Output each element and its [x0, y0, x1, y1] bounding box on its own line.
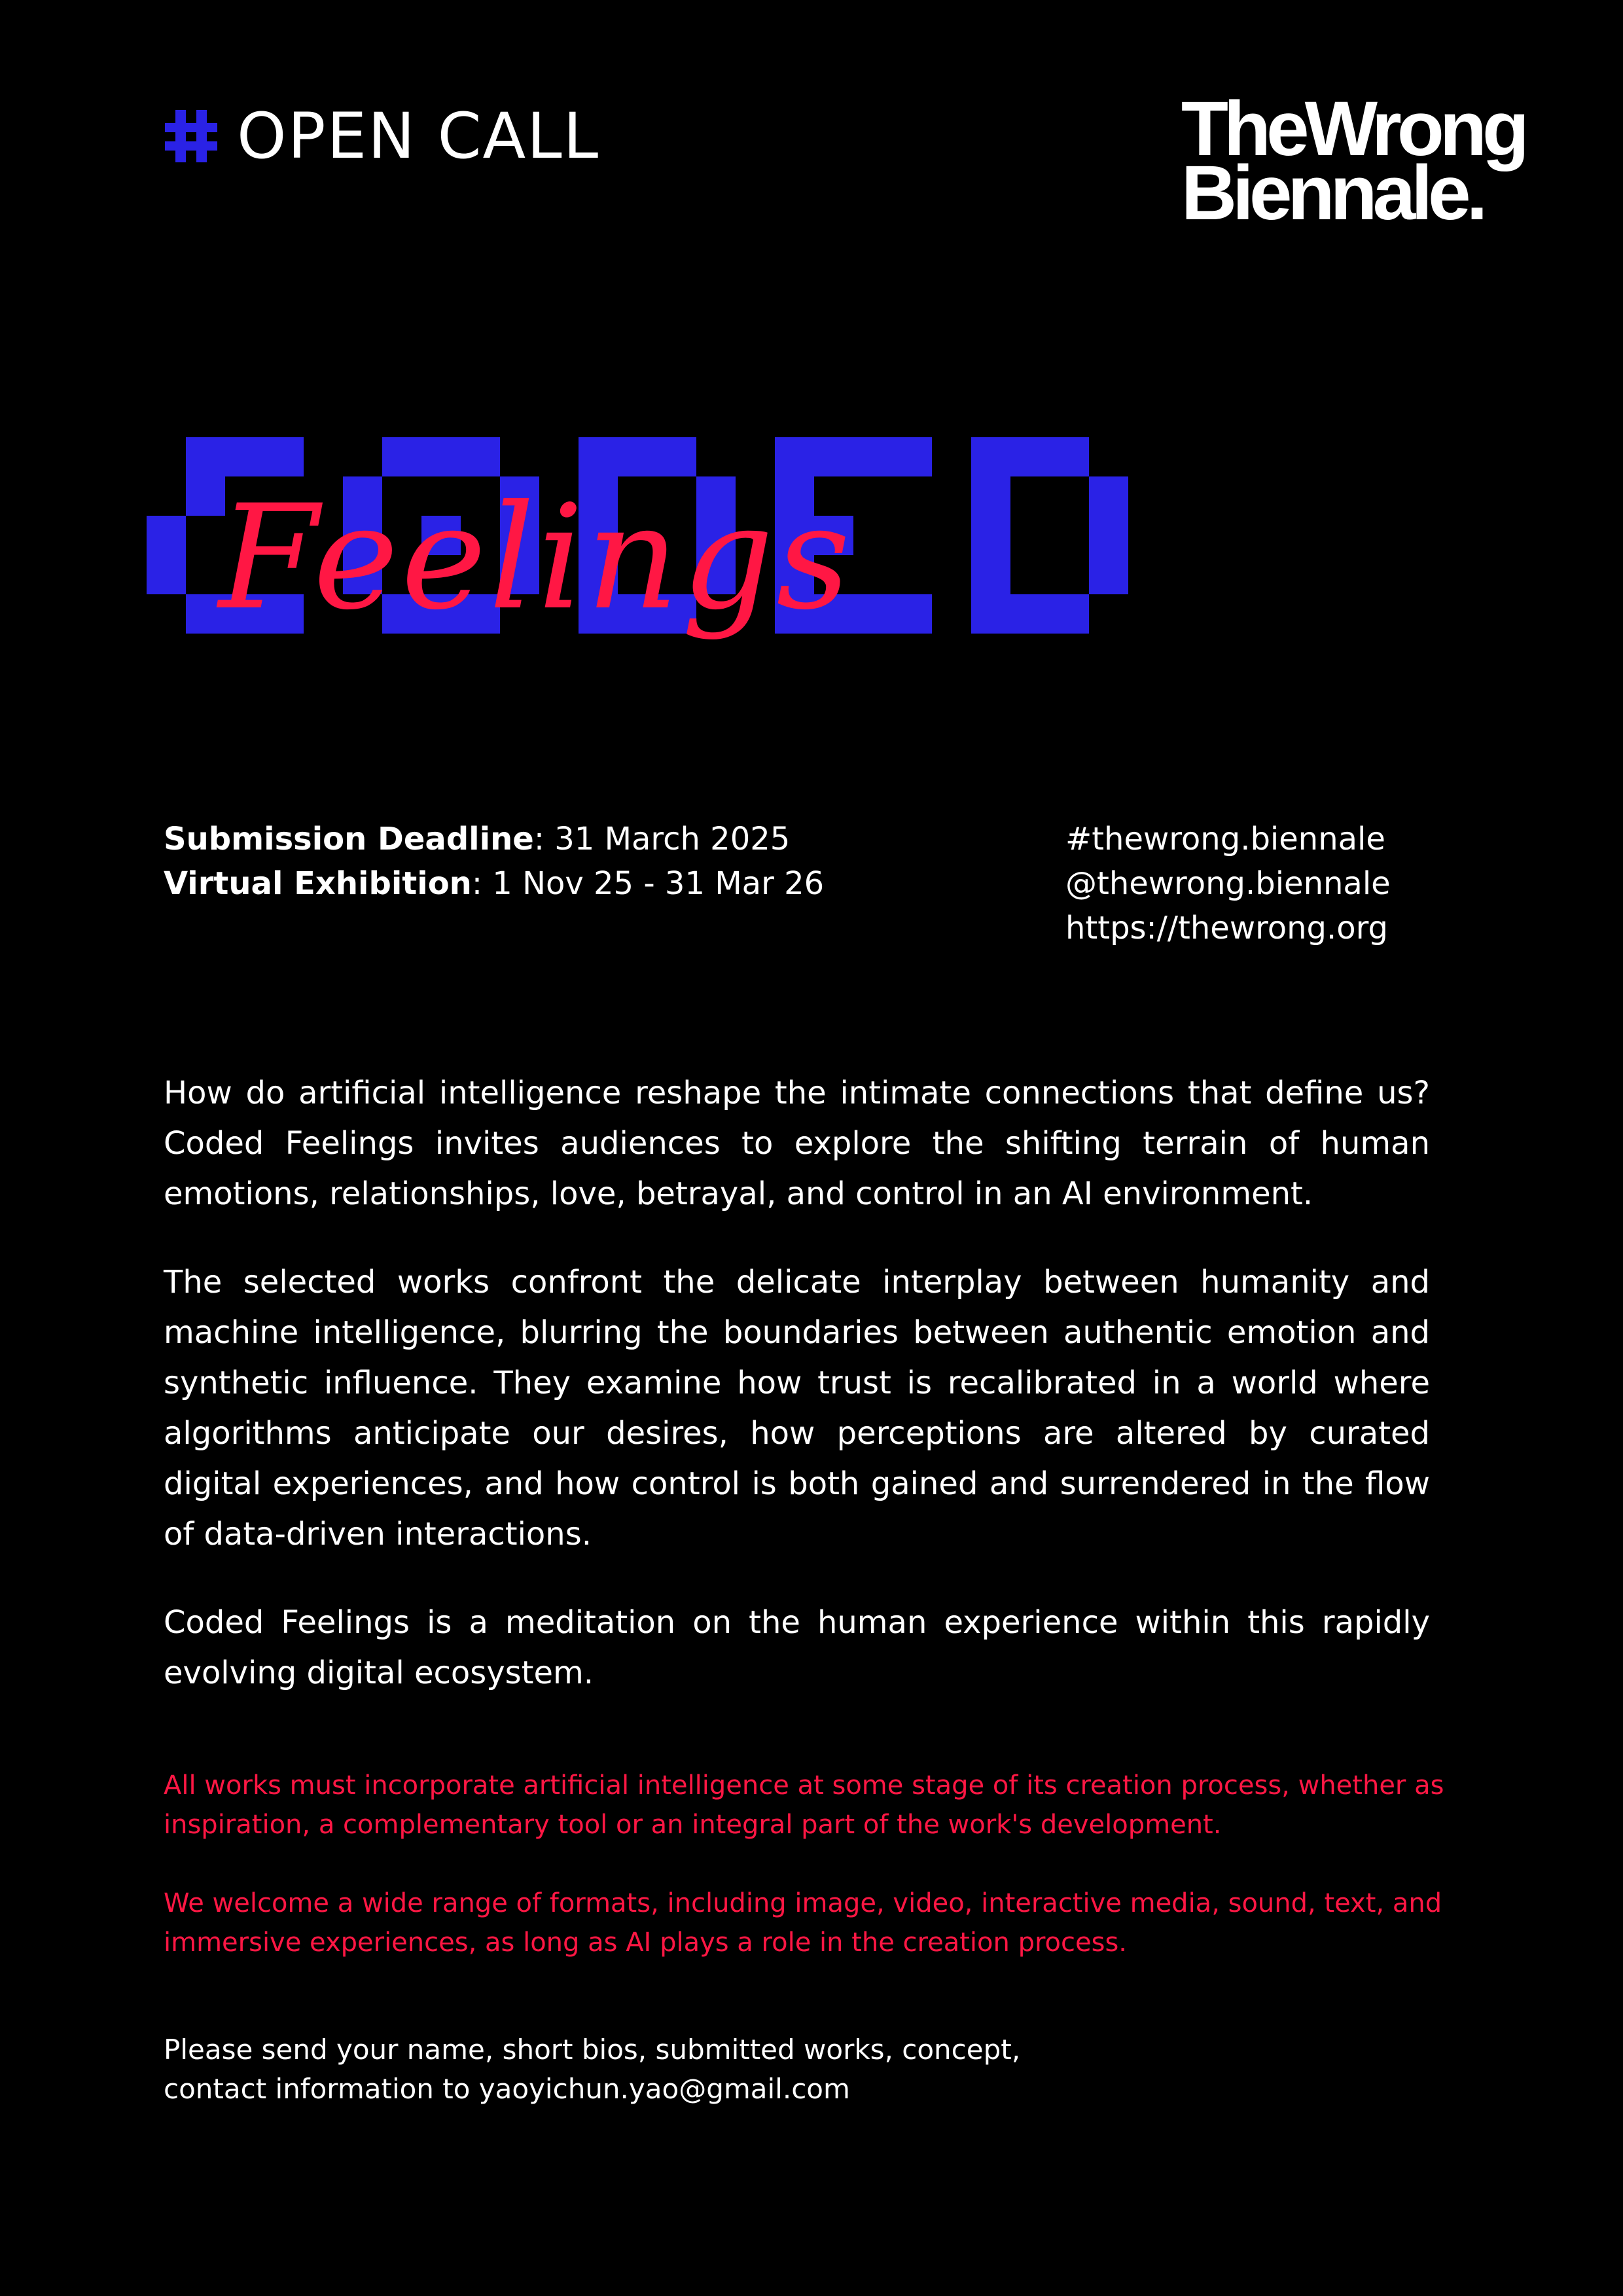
handle-link[interactable]: @thewrong.biennale — [1065, 865, 1391, 902]
website-link[interactable]: https://thewrong.org — [1065, 910, 1389, 946]
contact-line-1: Please send your name, short bios, submitted works, concept, — [164, 2034, 1021, 2066]
requirements-notes — [164, 1766, 1472, 2001]
social-links-block — [1065, 817, 1391, 950]
contact-line-2[interactable]: contact information to yaoyichun.yao@gmail.com — [164, 2073, 850, 2105]
coded-feelings-title-art — [147, 437, 1128, 732]
logo-line-1: TheWrong — [1181, 86, 1525, 172]
deadline-value: : 31 March 2025 — [533, 821, 791, 857]
ai-requirement-note: All works must incorporate artificial intelligence at some stage of its creation process, whether as inspiration, a complementary tool or an integral part of the work's development. — [164, 1770, 1444, 1840]
exhibition-row — [164, 861, 824, 906]
paragraph-intro: How do artificial intelligence reshape the intimate connections that define us? Coded Feelings invites audiences to explore the shifting terrain of human emotions, relationships, love, betrayal, and control in an AI environment. — [164, 1075, 1430, 1212]
deadline-label: Submission Deadline — [164, 821, 534, 857]
open-call-title: OPEN CALL — [237, 99, 600, 173]
description-body — [164, 1068, 1430, 1736]
feelings-script-word: Feelings — [219, 474, 853, 641]
paragraph-works: The selected works confront the delicate interplay between humanity and machine intelligence, blurring the boundaries between authentic emotion and synthetic influence. They examine how trust is recalibrated in a world where algorithms anticipate our desires, how perceptions are altered by curated digital experiences, and how control is both gained and surrendered in the flow of data-driven interactions. — [164, 1264, 1430, 1552]
hashtag-link[interactable]: #thewrong.biennale — [1065, 821, 1385, 857]
hash-icon — [164, 109, 219, 164]
logo-line-2: Biennale. — [1181, 150, 1484, 236]
deadline-row — [164, 817, 824, 861]
contact-instructions — [164, 2030, 1342, 2109]
exhibition-value: : 1 Nov 25 - 31 Mar 26 — [471, 865, 825, 902]
formats-note: We welcome a wide range of formats, including image, video, interactive media, sound, text, and immersive experiences, as long as AI plays a role in the creation process. — [164, 1888, 1442, 1958]
dates-block — [164, 817, 824, 906]
paragraph-meditation: Coded Feelings is a meditation on the human experience within this rapidly evolving digital ecosystem. — [164, 1604, 1430, 1691]
open-call-header — [164, 99, 600, 173]
wrong-biennale-logo — [1181, 86, 1525, 236]
exhibition-label: Virtual Exhibition — [164, 865, 472, 902]
